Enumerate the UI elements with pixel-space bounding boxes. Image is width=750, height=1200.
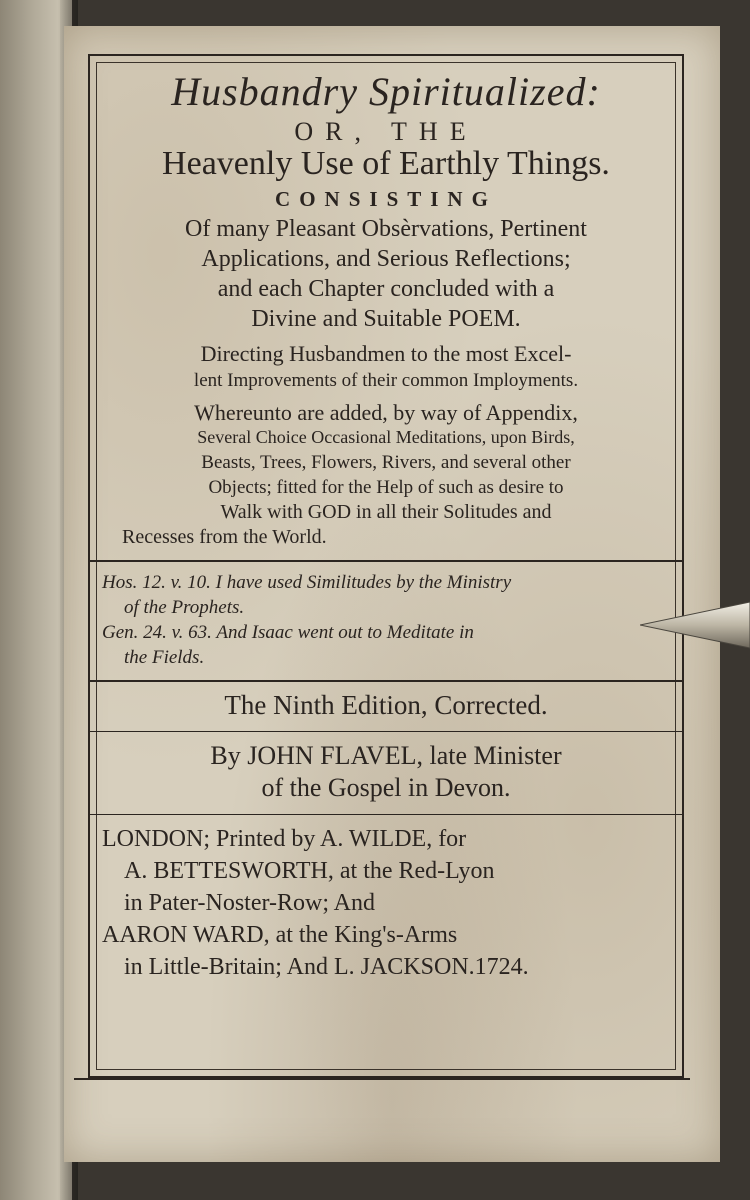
directing-line: lent Improvements of their common Imployments. (193, 370, 579, 391)
scripture-quotes (102, 570, 670, 670)
appendix-line: Recesses from the World. (122, 526, 327, 548)
description-block (102, 214, 670, 334)
description-line: and each Chapter concluded with a (217, 276, 555, 302)
imprint-line: LONDON; Printed by A. WILDE, for (102, 826, 467, 852)
divider-rule (90, 560, 682, 562)
description-line: Of many Pleasant Obsèrvations, Pertinent (185, 216, 587, 242)
quote-line: the Fields. (124, 647, 205, 668)
book-title: Husbandry Spiritualized: (171, 69, 601, 114)
appendix-line: Beasts, Trees, Flowers, Rivers, and several other (201, 452, 571, 473)
directing-line: Directing Husbandmen to the most Excel- (200, 341, 572, 366)
description-line: Applications, and Serious Reflections; (201, 246, 571, 272)
divider-rule (90, 731, 682, 732)
imprint-line: AARON WARD, at the King's-Arms (102, 922, 458, 948)
imprint-block (102, 823, 670, 983)
author-line: By JOHN FLAVEL, late Minister (210, 741, 562, 770)
imprint-line: A. BETTESWORTH, at the Red-Lyon (124, 858, 495, 884)
appendix-line: Several Choice Occasional Meditations, upon Birds, (197, 427, 575, 447)
directing-block (102, 340, 670, 394)
appendix-block (102, 400, 670, 550)
author-block (102, 740, 670, 804)
quote-line: Hos. 12. v. 10. I have used Similitudes by the Ministry (102, 572, 512, 593)
imprint-line: in Little-Britain; And L. JACKSON.1724. (124, 954, 529, 980)
consisting-heading: CONSISTING (275, 187, 497, 211)
page-border (88, 54, 684, 1078)
description-line: Divine and Suitable POEM. (251, 306, 521, 332)
divider-rule (90, 814, 682, 815)
title-page-content (102, 66, 670, 983)
subtitle-main: Heavenly Use of Earthly Things. (162, 145, 610, 182)
appendix-line: Whereunto are added, by way of Appendix, (194, 400, 578, 425)
appendix-line: Walk with GOD in all their Solitudes and (220, 501, 552, 523)
edition-statement: The Ninth Edition, Corrected. (224, 690, 548, 720)
quote-line: Gen. 24. v. 63. And Isaac went out to Meditate in (102, 622, 474, 643)
subtitle-or: OR, THE (294, 117, 478, 146)
bottom-rule (74, 1078, 690, 1080)
quote-line: of the Prophets. (124, 597, 245, 618)
divider-rule (90, 680, 682, 682)
title-page (64, 26, 720, 1162)
imprint-line: in Pater-Noster-Row; And (124, 890, 376, 916)
author-line: of the Gospel in Devon. (261, 773, 511, 802)
pointer-pin-icon (640, 598, 750, 652)
appendix-line: Objects; fitted for the Help of such as desire to (208, 477, 564, 498)
